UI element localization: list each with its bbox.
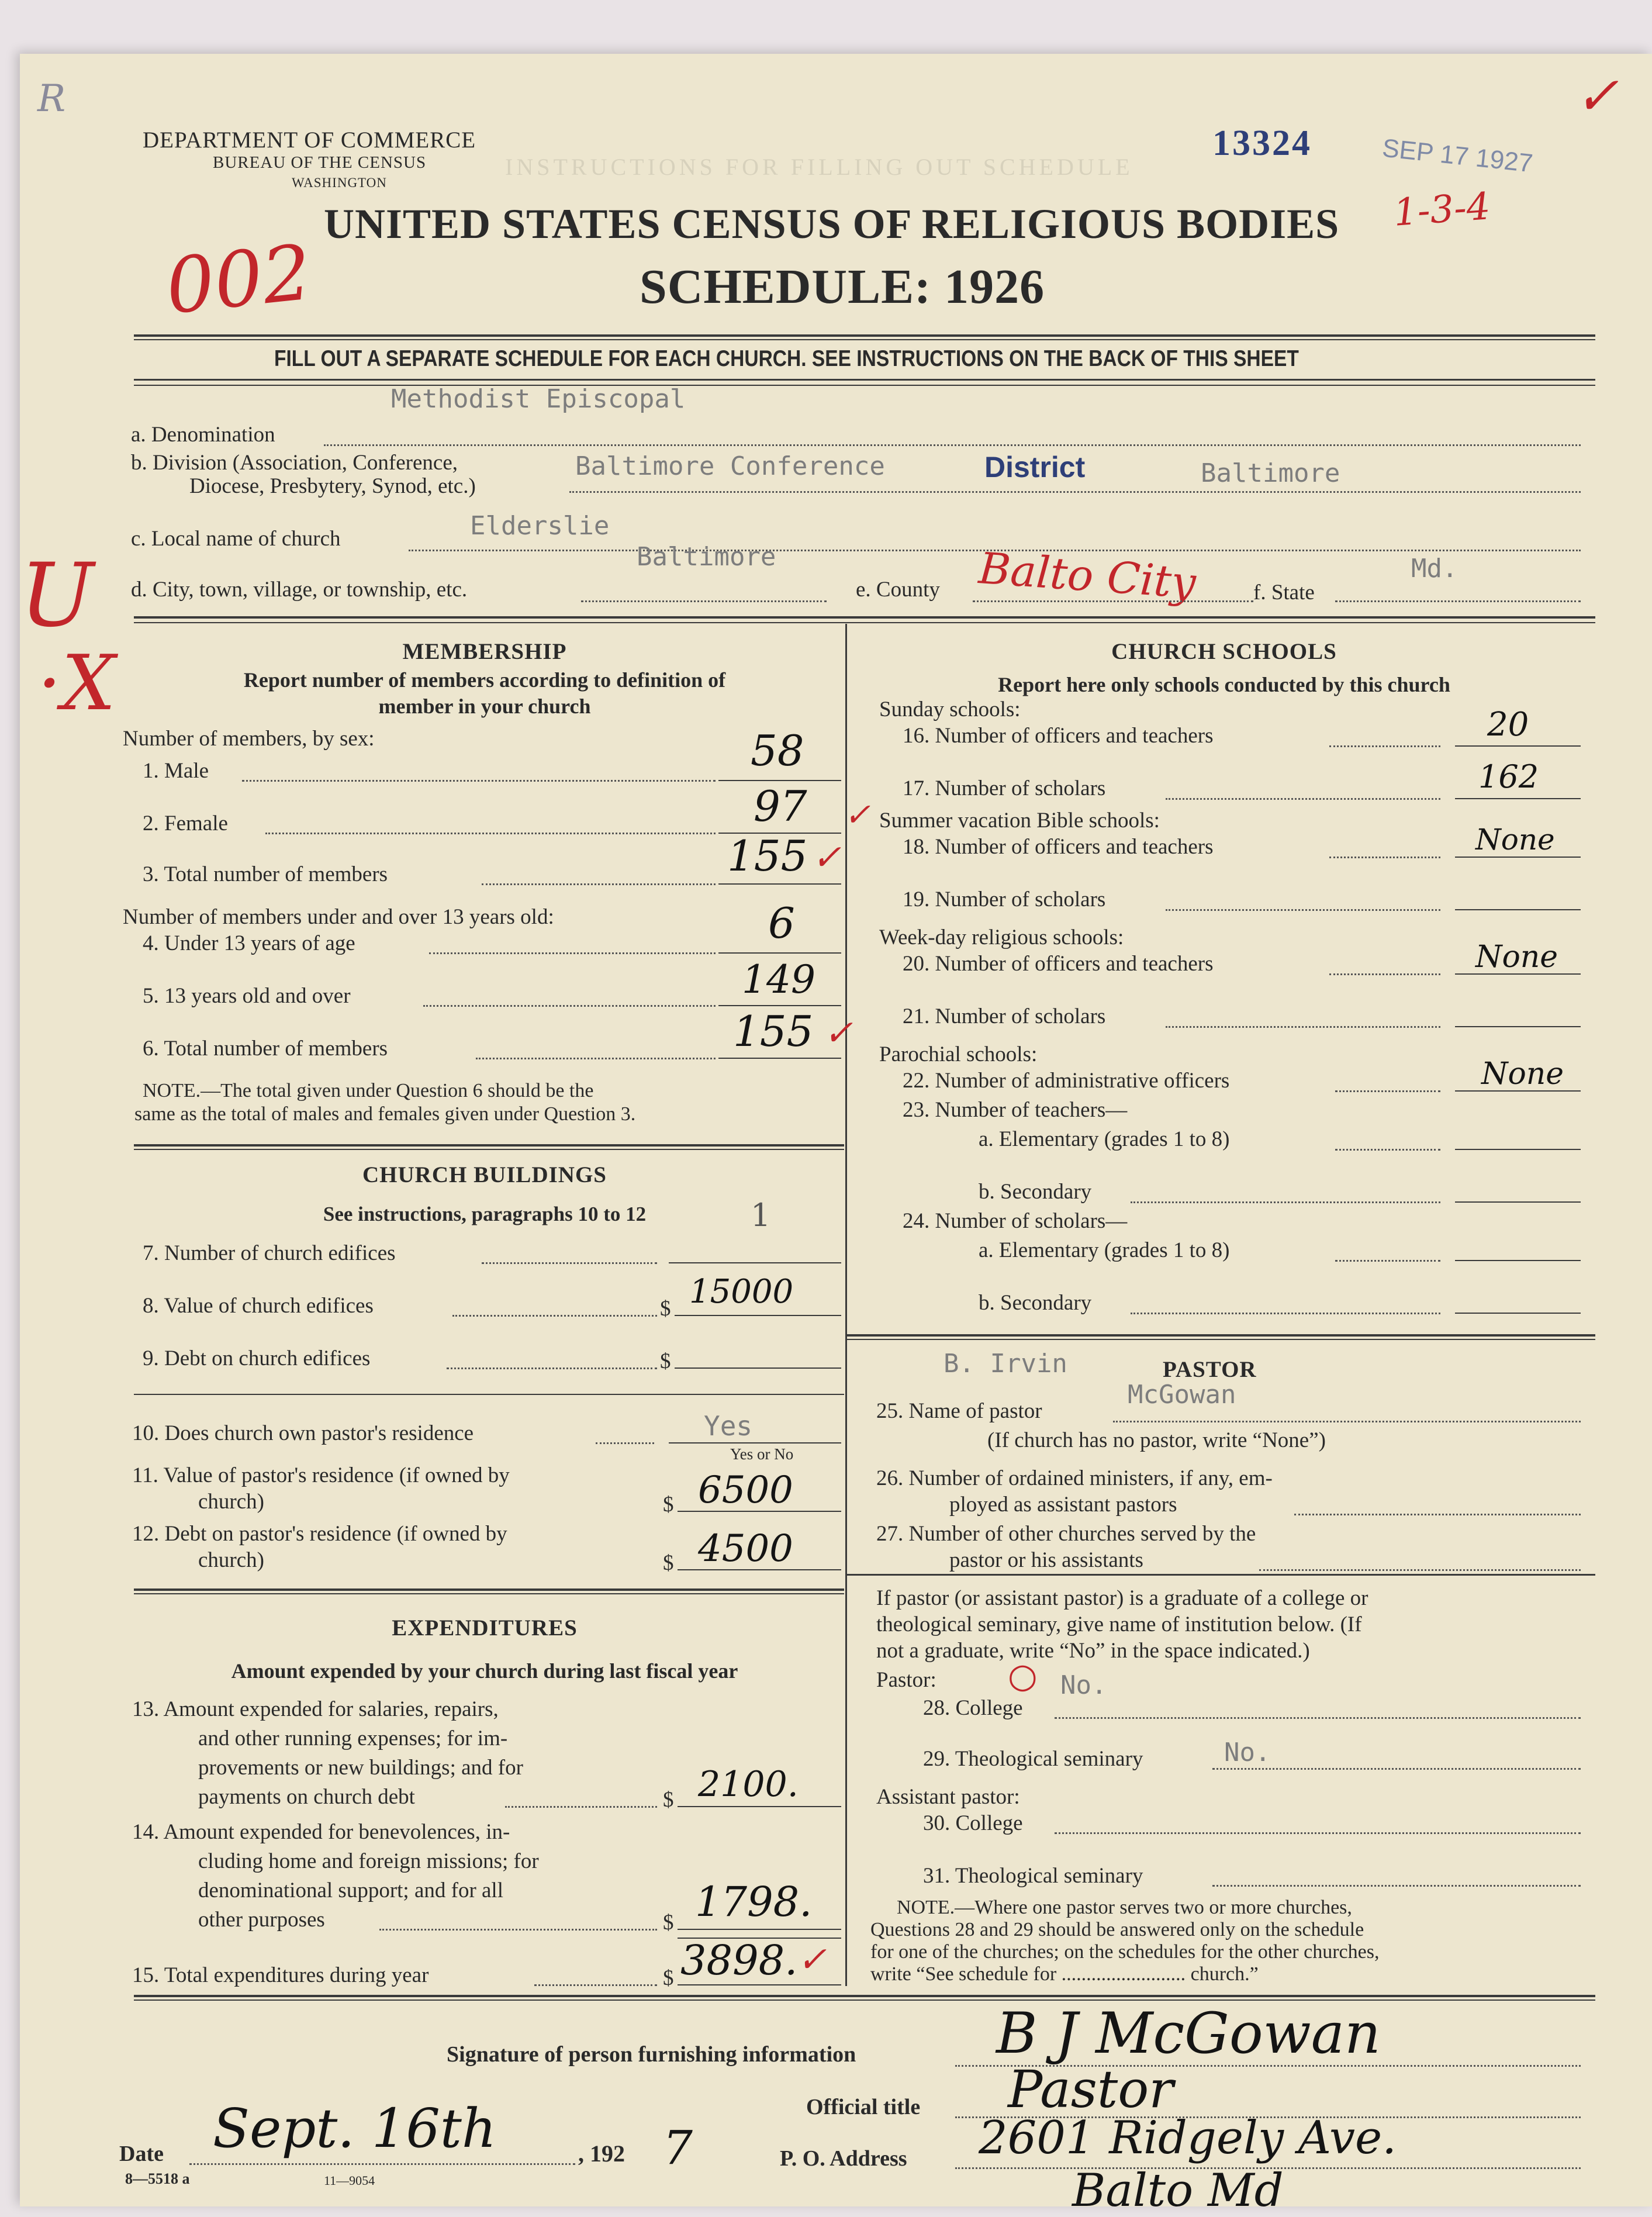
signature-label: Signature of person furnishing information: [447, 2042, 856, 2067]
q12-dollar: $: [663, 1551, 674, 1575]
q19-label: 19. Number of scholars: [903, 888, 1106, 911]
po-address-value-2[interactable]: Balto Md: [1072, 2164, 1284, 2217]
q14-value[interactable]: 1798.: [695, 1878, 813, 1926]
q3-label: 3. Total number of members: [143, 862, 388, 886]
graduate-note-2: theological seminary, give name of institution below. (If: [876, 1612, 1362, 1636]
schools-sub: Report here only schools conducted by this church: [998, 673, 1450, 696]
pastor-note-3: for one of the churches; on the schedules for the other churches,: [870, 1941, 1380, 1963]
q10-yes-no-hint: Yes or No: [730, 1445, 794, 1463]
q15-dollar: $: [663, 1966, 674, 1990]
church-name-value[interactable]: Elderslie: [470, 511, 610, 541]
bureau-name: BUREAU OF THE CENSUS: [213, 153, 427, 172]
q25-value[interactable]: McGowan: [1128, 1380, 1236, 1410]
assistant-pastor-label: Assistant pastor:: [876, 1785, 1020, 1809]
q15-check-icon: ✓: [797, 1939, 827, 1980]
q13-value[interactable]: 2100.: [698, 1764, 799, 1805]
bleed-through: INSTRUCTIONS FOR FILLING OUT SCHEDULE: [505, 154, 1133, 180]
date-label: Date: [119, 2142, 164, 2166]
red-circle-mark: ○: [1008, 1656, 1038, 1695]
county-value[interactable]: Balto City: [977, 543, 1198, 609]
graduate-note-3: not a graduate, write “No” in the space indicated.): [876, 1639, 1310, 1663]
q9-label: 9. Debt on church edifices: [143, 1346, 371, 1370]
expenditures-title: EXPENDITURES: [392, 1615, 578, 1641]
q28-label: 28. College: [923, 1696, 1023, 1720]
q5-label: 5. 13 years old and over: [143, 984, 351, 1008]
q11-label-2: church): [198, 1490, 264, 1514]
q16-value[interactable]: 20: [1487, 706, 1529, 744]
membership-sub-1: Report number of members according to definition of: [243, 668, 726, 692]
district-value[interactable]: Baltimore: [1201, 458, 1340, 488]
q6-check-icon: ✓: [824, 1013, 853, 1054]
q27-label: 27. Number of other churches served by the: [876, 1522, 1256, 1546]
q14-label-2: cluding home and foreign missions; for: [198, 1849, 539, 1873]
date-value[interactable]: Sept. 16th: [213, 2097, 497, 2160]
expenditures-sub: Amount expended by your church during last fiscal year: [231, 1659, 738, 1683]
q22-label: 22. Number of administrative officers: [903, 1069, 1230, 1093]
q13-label-4: payments on church debt: [198, 1785, 415, 1809]
q10-label: 10. Does church own pastor's residence: [132, 1421, 474, 1445]
q24-label: 24. Number of scholars—: [903, 1209, 1128, 1233]
members-by-sex-label: Number of members, by sex:: [123, 727, 375, 751]
q6-value[interactable]: 155: [733, 1007, 814, 1056]
pastor-note-1: NOTE.—Where one pastor serves two or more churches,: [897, 1897, 1352, 1918]
q13-label: 13. Amount expended for salaries, repairs,: [132, 1697, 499, 1721]
margin-mark-u: U: [20, 545, 94, 647]
red-code-mark: 002: [161, 227, 316, 331]
pastor-grad-label: Pastor:: [876, 1668, 936, 1692]
q26-label-2: ployed as assistant pastors: [949, 1493, 1177, 1517]
q6-label: 6. Total number of members: [143, 1037, 388, 1061]
sunday-schools-label: Sunday schools:: [879, 697, 1021, 721]
q4-label: 4. Under 13 years of age: [143, 931, 355, 955]
q24a-label: a. Elementary (grades 1 to 8): [979, 1238, 1230, 1262]
census-schedule-sheet: [20, 54, 1652, 2217]
q18-label: 18. Number of officers and teachers: [903, 835, 1214, 859]
received-stamp-date: SEP 17 1927: [1381, 133, 1535, 178]
buildings-sub: See instructions, paragraphs 10 to 12: [323, 1203, 647, 1225]
q26-label: 26. Number of ordained ministers, if any, em-: [876, 1466, 1273, 1490]
form-title: UNITED STATES CENSUS OF RELIGIOUS BODIES: [324, 201, 1340, 247]
q11-label: 11. Value of pastor's residence (if owned by: [132, 1463, 510, 1487]
division-value[interactable]: Baltimore Conference: [575, 451, 885, 481]
department-name: DEPARTMENT OF COMMERCE: [143, 127, 476, 153]
pastor-no-value[interactable]: No.: [1060, 1670, 1107, 1700]
graduate-note-1: If pastor (or assistant pastor) is a graduate of a college or: [876, 1586, 1368, 1610]
q2-label: 2. Female: [143, 811, 228, 835]
q14-dollar: $: [663, 1911, 674, 1935]
form-number: 8—5518 a: [125, 2170, 190, 2187]
division-label-2: Diocese, Presbytery, Synod, etc.): [189, 474, 476, 498]
parochial-schools-label: Parochial schools:: [879, 1042, 1038, 1066]
q1-value[interactable]: 58: [751, 726, 804, 775]
official-title-value[interactable]: Pastor: [1008, 2059, 1174, 2119]
q15-label: 15. Total expenditures during year: [132, 1963, 429, 1987]
q13-dollar: $: [663, 1788, 674, 1812]
denomination-label: a. Denomination: [131, 423, 275, 447]
pencil-code: 1-3-4: [1392, 185, 1492, 235]
summer-schools-label: Summer vacation Bible schools:: [879, 809, 1160, 833]
schools-title: CHURCH SCHOOLS: [1111, 639, 1337, 664]
q20-label: 20. Number of officers and teachers: [903, 952, 1214, 976]
division-label: b. Division (Association, Conference,: [131, 451, 458, 475]
q12-value[interactable]: 4500: [698, 1527, 793, 1570]
schools-check-icon: ✓: [844, 796, 871, 833]
margin-mark-x: ·X: [37, 638, 116, 727]
q17-label: 17. Number of scholars: [903, 776, 1106, 800]
state-value[interactable]: Md.: [1411, 554, 1458, 583]
pastor-note-2: Questions 28 and 29 should be answered only on the schedule: [870, 1919, 1364, 1940]
q30-label: 30. College: [923, 1811, 1023, 1835]
membership-title: MEMBERSHIP: [402, 639, 567, 664]
district-stamp: District: [984, 451, 1086, 484]
q14-label-3: denominational support; and for all: [198, 1878, 503, 1902]
membership-note-1: NOTE.—The total given under Question 6 should be the: [143, 1080, 594, 1101]
q2-value[interactable]: 97: [754, 782, 807, 831]
q10-value[interactable]: Yes: [704, 1410, 753, 1442]
corner-mark: R: [37, 77, 66, 120]
official-title-label: Official title: [806, 2095, 921, 2119]
q11-dollar: $: [663, 1493, 674, 1517]
q18-value[interactable]: None: [1475, 823, 1555, 857]
q1-label: 1. Male: [143, 759, 209, 783]
q12-label: 12. Debt on pastor's residence (if owned by: [132, 1522, 507, 1546]
q25-note: (If church has no pastor, write “None”): [987, 1428, 1326, 1452]
q21-label: 21. Number of scholars: [903, 1004, 1106, 1028]
q8-label: 8. Value of church edifices: [143, 1294, 374, 1318]
city-value[interactable]: Baltimore: [637, 542, 776, 572]
members-by-age-label: Number of members under and over 13 years old:: [123, 905, 554, 929]
q5-value[interactable]: 149: [742, 957, 815, 1002]
pastor-title: PASTOR: [1163, 1357, 1257, 1382]
q9-dollar: $: [660, 1349, 671, 1373]
q29-value[interactable]: No.: [1224, 1738, 1271, 1767]
q13-label-3: provements or new buildings; and for: [198, 1756, 523, 1780]
q16-label: 16. Number of officers and teachers: [903, 724, 1214, 748]
q7-label: 7. Number of church edifices: [143, 1241, 396, 1265]
q7-value[interactable]: 1: [751, 1197, 771, 1234]
schedule-number: 13324: [1212, 123, 1312, 163]
q15-value[interactable]: 3898.: [680, 1936, 798, 1984]
red-check-icon: ✓: [1575, 65, 1619, 127]
denomination-value[interactable]: Methodist Episcopal: [391, 384, 686, 414]
q29-label: 29. Theological seminary: [923, 1747, 1143, 1771]
church-name-label: c. Local name of church: [131, 527, 341, 551]
print-number: 11—9054: [324, 2173, 375, 2188]
membership-sub-2: member in your church: [378, 695, 591, 718]
q17-value[interactable]: 162: [1478, 758, 1539, 795]
city-label: d. City, town, village, or township, etc.: [131, 578, 468, 602]
q23a-label: a. Elementary (grades 1 to 8): [979, 1127, 1230, 1151]
q22-value[interactable]: None: [1481, 1056, 1564, 1092]
q25-label: 25. Name of pastor: [876, 1399, 1042, 1423]
q12-label-2: church): [198, 1548, 264, 1572]
q24b-label: b. Secondary: [979, 1291, 1092, 1315]
weekday-schools-label: Week-day religious schools:: [879, 926, 1124, 949]
pastor-first-name[interactable]: B. Irvin: [943, 1349, 1067, 1379]
schedule-title: SCHEDULE: 1926: [640, 260, 1045, 314]
q27-label-2: pastor or his assistants: [949, 1548, 1143, 1572]
q4-value[interactable]: 6: [768, 899, 795, 948]
q23b-label: b. Secondary: [979, 1180, 1092, 1204]
q3-check-icon: ✓: [812, 837, 842, 878]
year-prefix: , 192: [578, 2140, 625, 2167]
po-address-value[interactable]: 2601 Ridgely Ave.: [979, 2112, 1397, 2164]
instruction-banner: FILL OUT A SEPARATE SCHEDULE FOR EACH CHURCH. SEE INSTRUCTIONS ON THE BACK OF THIS SHEET: [274, 346, 1299, 371]
q14-label-4: other purposes: [198, 1908, 325, 1932]
county-label: e. County: [856, 578, 940, 602]
q8-value[interactable]: 15000: [689, 1273, 794, 1311]
q20-value[interactable]: None: [1475, 940, 1558, 975]
year-digit[interactable]: 7: [663, 2121, 693, 2175]
po-address-label: P. O. Address: [780, 2146, 907, 2171]
pastor-note-4: write “See schedule for ......................... church.”: [870, 1963, 1259, 1985]
state-label: f. State: [1253, 581, 1315, 605]
buildings-title: CHURCH BUILDINGS: [362, 1162, 607, 1187]
q31-label: 31. Theological seminary: [923, 1864, 1143, 1888]
q14-label: 14. Amount expended for benevolences, in-: [132, 1820, 510, 1844]
membership-note-2: same as the total of males and females given under Question 3.: [134, 1103, 636, 1125]
bureau-city: WASHINGTON: [292, 175, 387, 190]
signature-value[interactable]: B J McGowan: [996, 2001, 1381, 2066]
q8-dollar: $: [660, 1297, 671, 1321]
q13-label-2: and other running expenses; for im-: [198, 1726, 508, 1750]
q23-label: 23. Number of teachers—: [903, 1098, 1128, 1122]
q11-value[interactable]: 6500: [698, 1469, 793, 1512]
q3-value[interactable]: 155: [727, 831, 808, 880]
